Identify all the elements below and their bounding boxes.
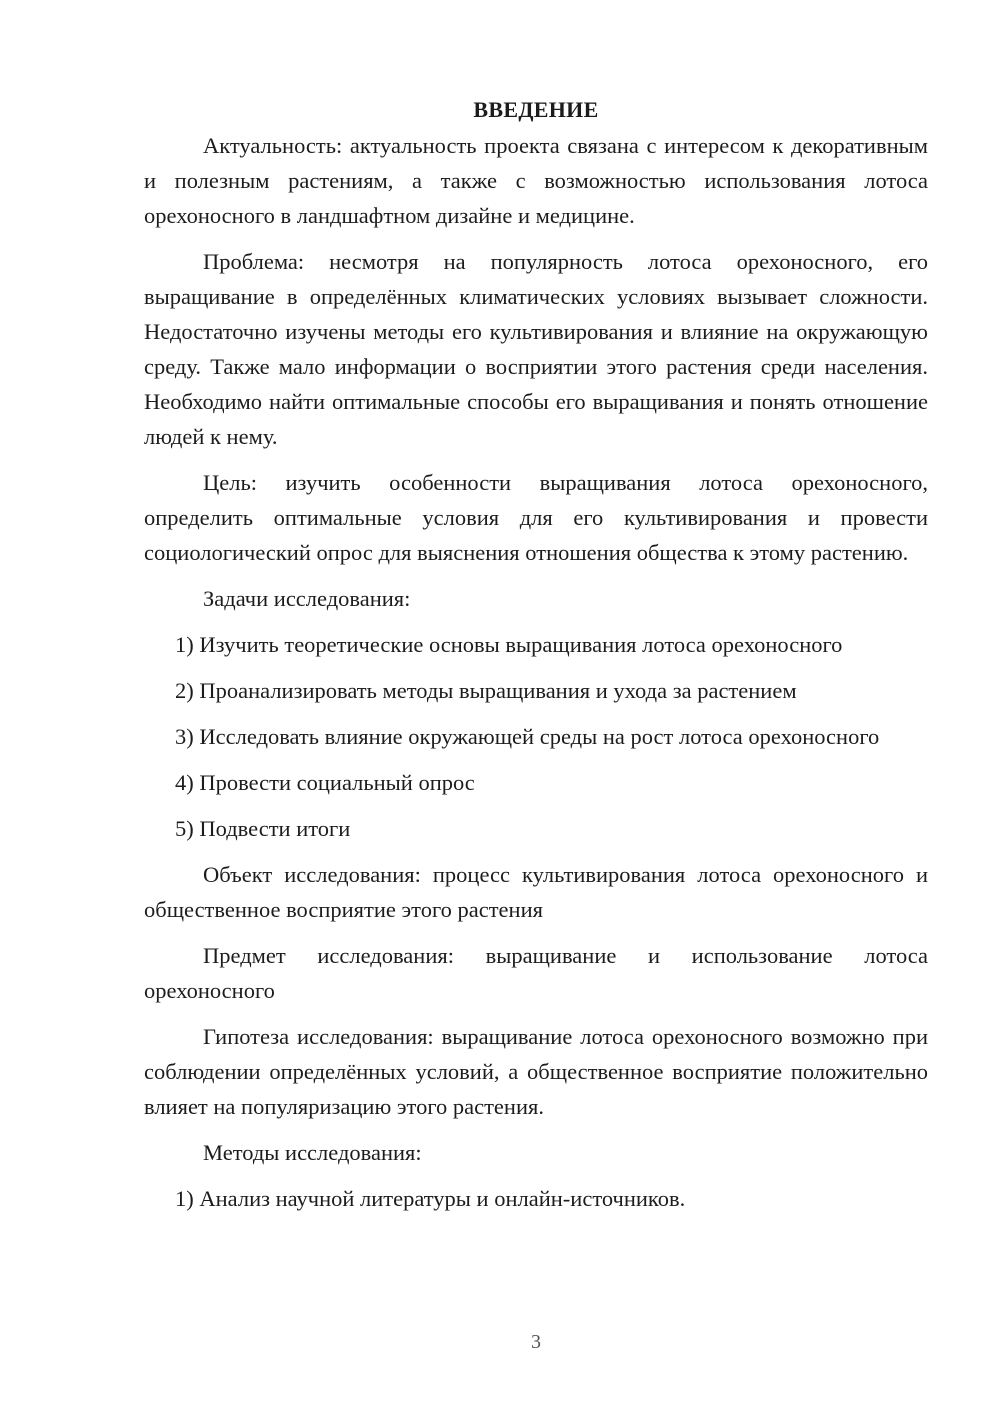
page-number: 3	[531, 1331, 541, 1353]
paragraph-object: Объект исследования: процесс культивирования лотоса орехоносного и общественное восприятие этого растения	[144, 862, 928, 922]
paragraph-tasks-heading: Задачи исследования:	[203, 586, 411, 611]
paragraph-hypothesis: Гипотеза исследования: выращивание лотоса орехоносного возможно при соблюдении определённых условий, а общественное восприятие положительно влияет на популяризацию этого растения.	[144, 1024, 928, 1119]
paragraph-problem: Проблема: несмотря на популярность лотоса орехоносного, его выращивание в определённых климатических условиях вызывает сложности. Недостаточно изучены методы его культивирования и влияние на окружающую среду. Также мало информации о восприятии этого растения среди населения. Необходимо найти оптимальные способы его выращивания и понять отношение людей к нему.	[144, 249, 928, 449]
page-content	[144, 92, 928, 1216]
paragraph-goal: Цель: изучить особенности выращивания лотоса орехоносного, определить оптимальные условия для его культивирования и провести социологический опрос для выяснения отношения общества к этому растению.	[144, 470, 928, 565]
page-title: ВВЕДЕНИЕ	[473, 97, 599, 122]
task-item-1: 1) Изучить теоретические основы выращивания лотоса орехоносного	[175, 632, 843, 657]
paragraph-methods-heading: Методы исследования:	[203, 1140, 422, 1165]
task-item-3: 3) Исследовать влияние окружающей среды на рост лотоса орехоносного	[175, 724, 880, 749]
task-item-5: 5) Подвести итоги	[175, 816, 351, 841]
method-item-1: 1) Анализ научной литературы и онлайн-источников.	[175, 1186, 686, 1211]
task-item-2: 2) Проанализировать методы выращивания и ухода за растением	[175, 678, 797, 703]
paragraph-subject: Предмет исследования: выращивание и использование лотоса орехоносного	[144, 943, 928, 1003]
task-item-4: 4) Провести социальный опрос	[175, 770, 475, 795]
paragraph-relevance: Актуальность: актуальность проекта связана с интересом к декоративным и полезным растениям, а также с возможностью использования лотоса орехоносного в ландшафтном дизайне и медицине.	[144, 133, 928, 228]
